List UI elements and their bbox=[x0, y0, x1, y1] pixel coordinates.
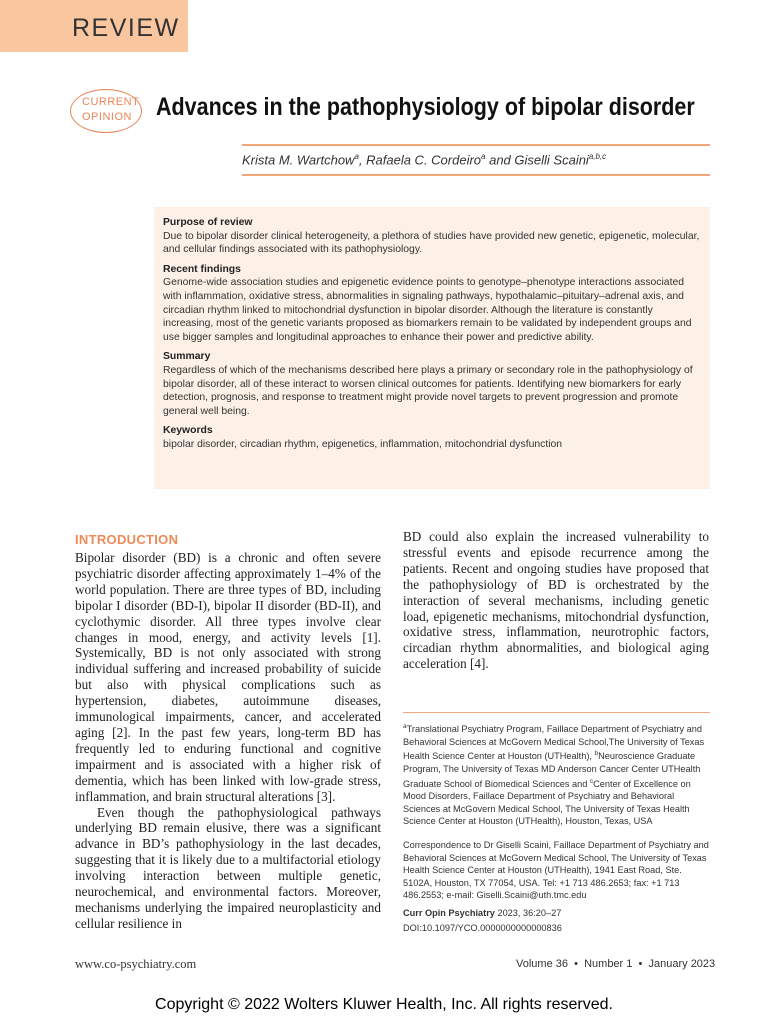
issue-volume: Volume 36 bbox=[516, 958, 568, 970]
affiliation-sup: b bbox=[594, 750, 599, 758]
body-column-right bbox=[403, 529, 709, 672]
doi-text: DOI:10.1097/YCO.0000000000000836 bbox=[403, 923, 562, 933]
body-column-left bbox=[75, 550, 381, 932]
logo-text-line2: OPINION bbox=[82, 111, 132, 123]
keywords-text: bipolar disorder, circadian rhythm, epigenetics, inflammation, mitochondrial dysfunction bbox=[163, 438, 563, 450]
copyright-notice: Copyright © 2022 Wolters Kluwer Health, Inc. All rights reserved. bbox=[155, 996, 613, 1013]
issue-info bbox=[516, 958, 715, 970]
section-heading-introduction: INTRODUCTION bbox=[75, 532, 179, 547]
abstract-purpose-heading: Purpose of review bbox=[163, 217, 253, 228]
issue-number: Number 1 bbox=[584, 958, 633, 970]
affiliation-sup: c bbox=[589, 777, 594, 785]
logo-text-line1: CURRENT bbox=[82, 96, 140, 108]
affiliation-c: Center of Excellence on Mood Disorders, Faillace Department of Psychiatry and Behavioral Sciences at McGovern Medical School, The University of Texas Health Science Center at Houston (UTHealth), Houston, Texas, USA bbox=[403, 778, 691, 827]
author-name: Rafaela C. Cordeiro bbox=[366, 152, 482, 168]
affiliation-divider bbox=[403, 712, 710, 713]
keywords-heading: Keywords bbox=[163, 425, 213, 437]
journal-name: Curr Opin Psychiatry bbox=[403, 908, 495, 918]
author-affiliation-sup: a bbox=[481, 152, 486, 161]
body-paragraph: Even though the pathophysiological pathways underlying BD remain elusive, there was a significant advance in BD’s pathophysiology in the last decades, suggesting that it is likely due to a multifactorial etiology involving interaction between multiple genetic, neurochemical, and environmental factors. Moreover, mechanisms underlying the impaired neuroplasticity and cellular resilience in bbox=[75, 804, 381, 931]
author-separator: , bbox=[358, 152, 367, 168]
section-tab-label: REVIEW bbox=[72, 14, 180, 42]
abstract-findings-text: Genome-wide association studies and epigenetic evidence points to genotype–phenotype interactions associated with inflammation, oxidative stress, abnormalities in signaling pathways, hypothalamic–pituitary–adrenal axis, and circadian rhythm linked to mitochondrial dysfunction in bipolar disorder. Although the literature is constantly increasing, most of the genetic variants proposed as biomarkers remain to be validated by independent groups and use bigger samples and longitudinal approaches to enhance their power and predictive ability. bbox=[163, 277, 692, 343]
section-tab bbox=[0, 0, 188, 52]
author-separator: and bbox=[485, 152, 515, 168]
body-paragraph: Bipolar disorder (BD) is a chronic and often severe psychiatric disorder affecting approximately 1–4% of the world population. There are three types of BD, including bipolar I disorder (BD-I), bipolar II disorder (BD-II), and cyclothymic disorder. All three types involve clear changes in mood, energy, and activity levels [1]. Systemically, BD is not only associated with strong individual suffering and increased probability of suicide but also with physical complications such as hypertension, diabetes, autoimmune diseases, immunological impairments, cancer, and accelerated aging [2]. In the past few years, long-term BD has frequently led to enduring functional and cognitive impairment and is associated with a higher risk of dementia, which has been linked with low-grade stress, inflammation, and brain structural alterations [3]. bbox=[75, 550, 381, 804]
body-paragraph: BD could also explain the increased vulnerability to stressful events and episode recurrence among the patients. Recent and ongoing studies have proposed that the pathophysiology of BD is orchestrated by the interaction of several mechanisms, including genetic load, epigenetic mechanisms, mitochondrial dysfunction, oxidative stress, inflammation, neurotrophic factors, circadian rhythm abnormalities, and biological aging acceleration [4]. bbox=[403, 529, 709, 672]
author-list bbox=[242, 152, 606, 167]
current-opinion-logo bbox=[70, 89, 142, 133]
affiliation-sup: a bbox=[403, 723, 407, 730]
title-divider-bottom bbox=[242, 174, 710, 176]
abstract-purpose-text: Due to bipolar disorder clinical heterogeneity, a plethora of studies have provided new genetic, epigenetic, molecular, and cellular findings associated with its pathophysiology. bbox=[163, 230, 700, 256]
author-name: Giselli Scaini bbox=[514, 152, 589, 168]
journal-website: www.co-psychiatry.com bbox=[75, 957, 197, 971]
article-title: Advances in the pathophysiology of bipolar disorder bbox=[156, 93, 695, 121]
title-divider-top bbox=[242, 144, 710, 146]
abstract-summary-heading: Summary bbox=[163, 351, 211, 363]
bullet-separator: • bbox=[574, 958, 578, 970]
correspondence-text: Correspondence to Dr Giselli Scaini, Faillace Department of Psychiatry and Behavioral Sciences at McGovern Medical School, The University of Texas Health Science Center at Houston (UTHealth), 1941 East Road, Ste. 5102A, Houston, TX 77054, USA. Tel: +1 713 486.2653; fax: +1 713 486.2553; e-mail: Giselli.Scaini@uth.tmc.edu bbox=[403, 840, 709, 901]
author-name: Krista M. Wartchow bbox=[242, 152, 355, 168]
abstract-summary-text: Regardless of which of the mechanisms described here plays a primary or secondary role in the pathophysiology of bipolar disorder, all of these interact to worsen clinical outcomes for patients. Identifying new biomarkers for early detection, prognosis, and response to treatment might provide novel targets to prevent progression and promote general well being. bbox=[163, 364, 693, 417]
affiliations-text bbox=[403, 721, 710, 828]
affiliation-a: Translational Psychiatry Program, Faillace Department of Psychiatry and Behavioral Sciences at McGovern Medical School,The University of Texas Health Science Center at Houston (UTHealth), bbox=[403, 724, 705, 762]
affiliation-b: Neuroscience Graduate Program, The University of Texas MD Anderson Cancer Center UTHealth Graduate School of Biomedical Sciences and bbox=[403, 751, 701, 789]
author-affiliation-sup: a bbox=[354, 152, 359, 161]
abstract-box bbox=[154, 207, 710, 489]
abstract-findings-heading: Recent findings bbox=[163, 263, 241, 275]
author-affiliation-sup: a,b,c bbox=[588, 152, 607, 161]
bullet-separator: • bbox=[638, 958, 643, 970]
journal-citation bbox=[403, 907, 710, 920]
journal-volume-pages: 2023, 36:20–27 bbox=[494, 908, 562, 918]
issue-date: January 2023 bbox=[648, 958, 716, 970]
